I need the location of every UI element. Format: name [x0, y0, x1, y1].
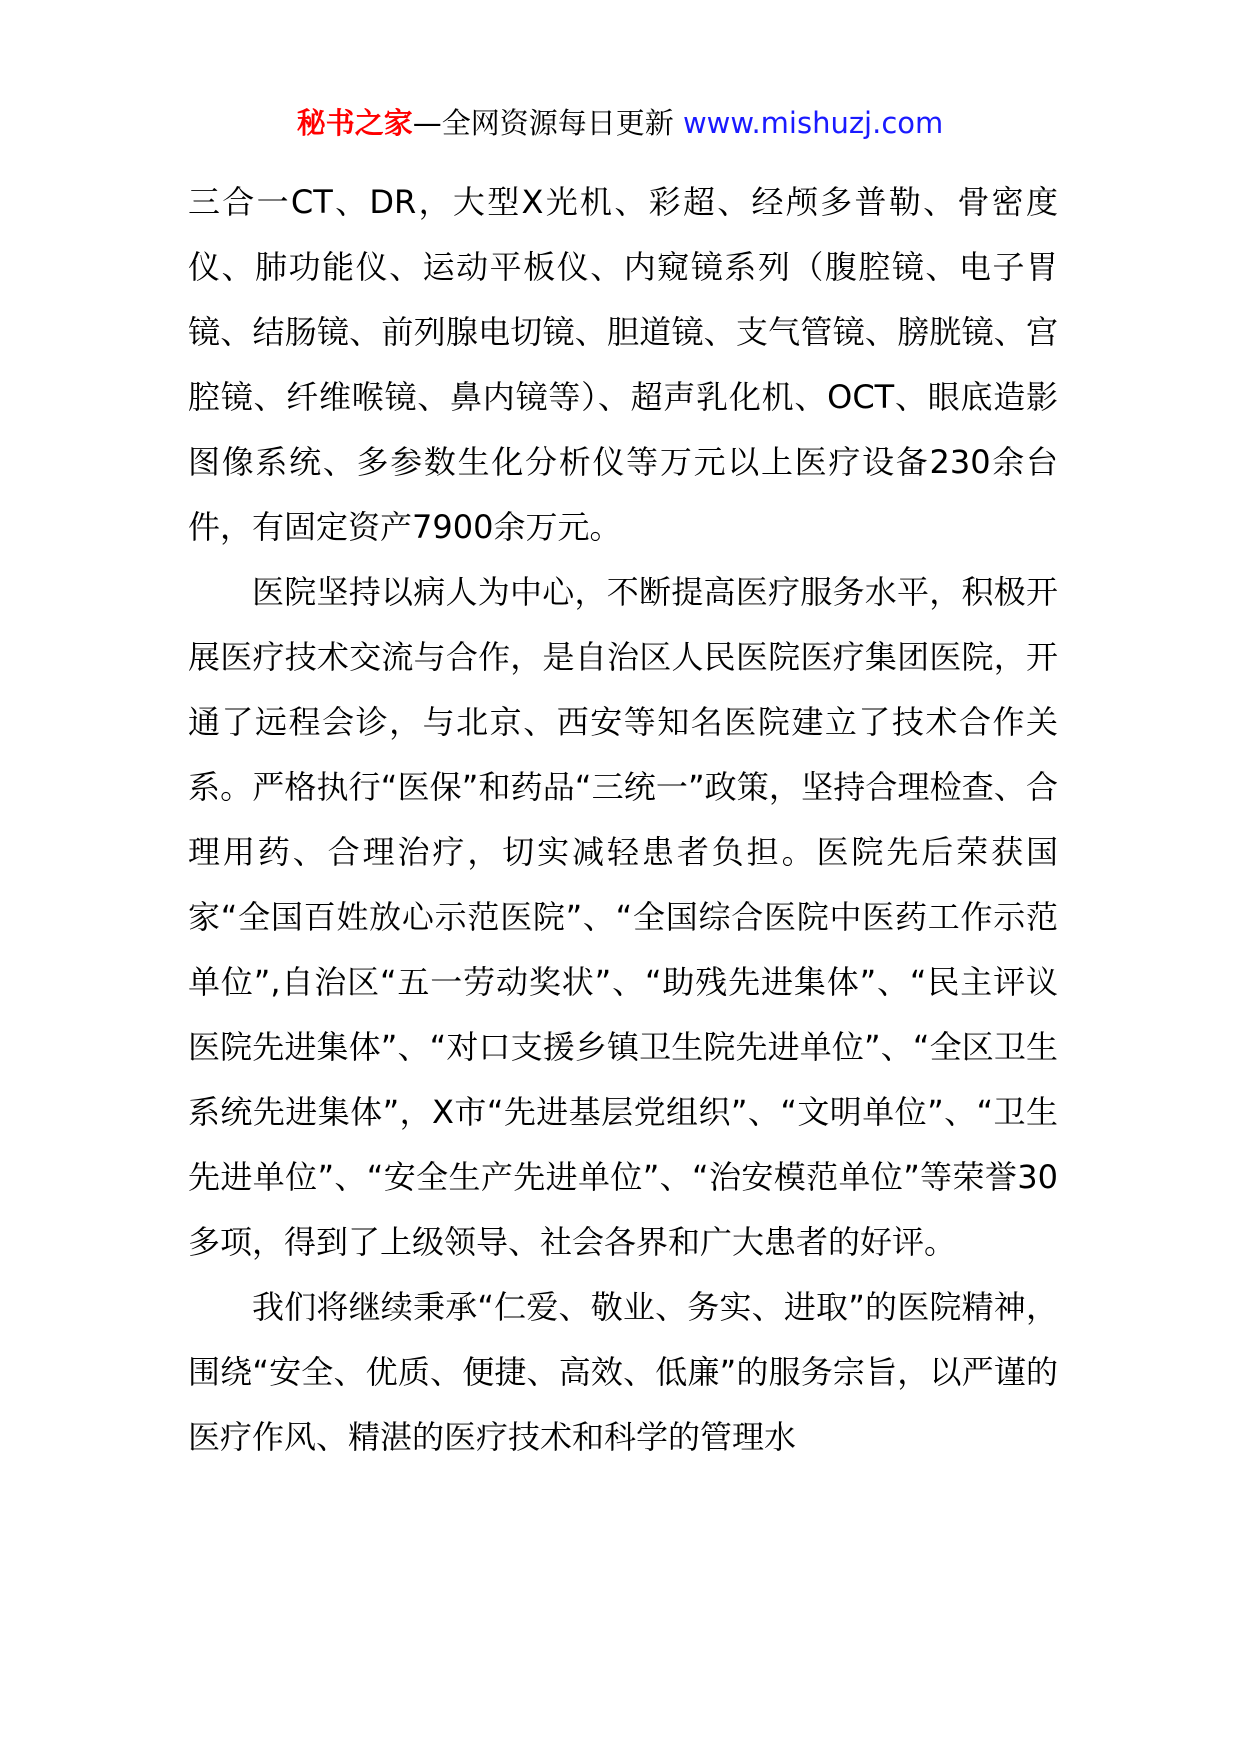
paragraph-equipment: 三合一CT、DR，大型X光机、彩超、经颅多普勒、骨密度仪、肺功能仪、运动平板仪、内窥镜系列（腹腔镜、电子胃镜、结肠镜、前列腺电切镜、胆道镜、支气管镜、膀胱镜、宫腔镜、纤维喉镜、鼻内镜等）、超声乳化机、OCT、眼底造影图像系统、多参数生化分析仪等万元以上医疗设备230余台件，有固定资产7900余万元。 — [188, 183, 1058, 546]
paragraph-honors: 医院坚持以病人为中心，不断提高医疗服务水平，积极开展医疗技术交流与合作，是自治区人民医院医疗集团医院，开通了远程会诊，与北京、西安等知名医院建立了技术合作关系。严格执行“医保”和药品“三统一”政策，坚持合理检查、合理用药、合理治疗，切实减轻患者负担。医院先后荣获国家“全国百姓放心示范医院”、“全国综合医院中医药工作示范单位”,自治区“五一劳动奖状”、“助残先进集体”、“民主评议医院先进集体”、“对口支援乡镇卫生院先进单位”、“全区卫生系统先进集体”，X市“先进基层党组织”、“文明单位”、“卫生先进单位”、“安全生产先进单位”、“治安模范单位”等荣誉30多项，得到了上级领导、社会各界和广大患者的好评。 — [188, 573, 1058, 1261]
paragraph-mission: 我们将继续秉承“仁爱、敬业、务实、进取”的医院精神，围绕“安全、优质、便捷、高效、低廉”的服务宗旨，以严谨的医疗作风、精湛的医疗技术和科学的管理水 — [188, 1288, 1058, 1456]
document-body — [188, 170, 1058, 1470]
header-tagline: —全网资源每日更新 — [412, 106, 674, 140]
site-url-link[interactable]: www.mishuzj.com — [682, 106, 944, 140]
page-header — [0, 103, 1240, 143]
brand-name: 秘书之家 — [296, 106, 413, 140]
